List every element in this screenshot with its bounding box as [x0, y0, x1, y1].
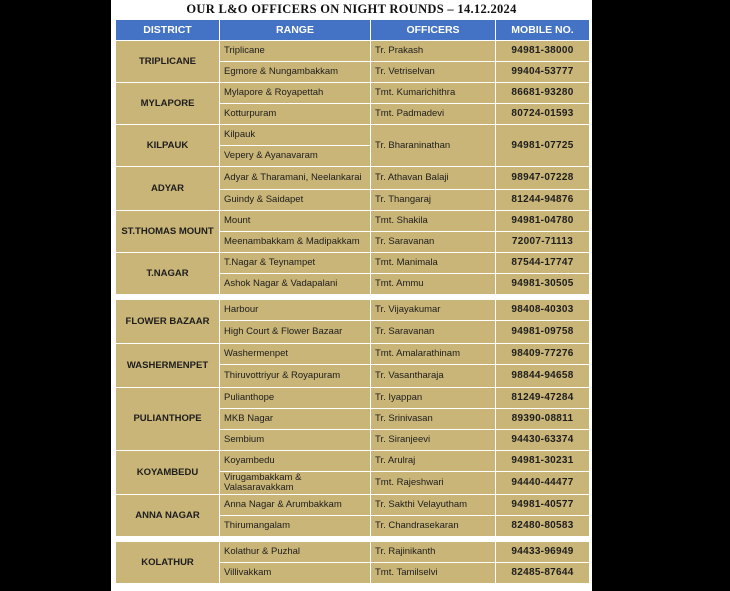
officer-cell: Tmt. Amalarathinam — [371, 344, 496, 365]
officer-cell: Tmt. Manimala — [371, 253, 496, 274]
table-row — [116, 83, 590, 104]
table-row — [116, 211, 590, 232]
table-row — [116, 300, 590, 321]
mobile-cell: 94433-96949 — [496, 542, 590, 563]
range-cell: Thirumangalam — [220, 516, 371, 537]
mobile-cell: 80724-01593 — [496, 104, 590, 125]
header-mobile: MOBILE NO. — [496, 20, 590, 41]
officer-cell: Tr. Rajinikanth — [371, 542, 496, 563]
officer-cell: Tmt. Kumarichithra — [371, 83, 496, 104]
mobile-cell: 94981-30231 — [496, 451, 590, 472]
range-cell: Washermenpet — [220, 344, 371, 365]
range-cell: Triplicane — [220, 41, 371, 62]
range-cell: High Court & Flower Bazaar — [220, 321, 371, 344]
district-cell: KOYAMBEDU — [116, 451, 220, 495]
district-cell: PULIANTHOPE — [116, 388, 220, 451]
district-cell: KOLATHUR — [116, 542, 220, 584]
range-cell: Adyar & Tharamani, Neelankarai — [220, 167, 371, 190]
table-row — [116, 344, 590, 365]
range-cell: Anna Nagar & Arumbakkam — [220, 495, 371, 516]
table-row — [116, 125, 590, 146]
mobile-cell: 94981-38000 — [496, 41, 590, 62]
mobile-cell: 87544-17747 — [496, 253, 590, 274]
district-cell: T.NAGAR — [116, 253, 220, 295]
range-cell: Egmore & Nungambakkam — [220, 62, 371, 83]
table-row — [116, 451, 590, 472]
range-cell: Kilpauk — [220, 125, 371, 146]
range-cell: MKB Nagar — [220, 409, 371, 430]
mobile-cell: 94981-04780 — [496, 211, 590, 232]
officer-cell: Tr. Saravanan — [371, 321, 496, 344]
range-cell: T.Nagar & Teynampet — [220, 253, 371, 274]
officer-cell: Tmt. Ammu — [371, 274, 496, 295]
range-cell: Sembium — [220, 430, 371, 451]
district-cell: ADYAR — [116, 167, 220, 211]
range-cell: Villivakkam — [220, 563, 371, 584]
mobile-cell: 98409-77276 — [496, 344, 590, 365]
officer-cell: Tmt. Padmadevi — [371, 104, 496, 125]
header-officers: OFFICERS — [371, 20, 496, 41]
officer-cell: Tmt. Tamilselvi — [371, 563, 496, 584]
table-row — [116, 167, 590, 190]
range-cell: Mylapore & Royapettah — [220, 83, 371, 104]
range-cell: Meenambakkam & Madipakkam — [220, 232, 371, 253]
range-cell: Kotturpuram — [220, 104, 371, 125]
officer-cell: Tr. Bharaninathan — [371, 125, 496, 167]
officer-cell: Tr. Sakthi Velayutham — [371, 495, 496, 516]
mobile-cell: 94981-07725 — [496, 125, 590, 167]
district-cell: ST.THOMAS MOUNT — [116, 211, 220, 253]
range-cell: Ashok Nagar & Vadapalani — [220, 274, 371, 295]
table-row — [116, 41, 590, 62]
officer-cell: Tr. Saravanan — [371, 232, 496, 253]
table-row — [116, 495, 590, 516]
officer-cell: Tmt. Rajeshwari — [371, 472, 496, 495]
mobile-cell: 82485-87644 — [496, 563, 590, 584]
district-cell: FLOWER BAZAAR — [116, 300, 220, 344]
district-cell: KILPAUK — [116, 125, 220, 167]
table-row — [116, 388, 590, 409]
table-row — [116, 542, 590, 563]
district-cell: TRIPLICANE — [116, 41, 220, 83]
officers-table — [115, 19, 590, 584]
mobile-cell: 81244-94876 — [496, 190, 590, 211]
mobile-cell: 86681-93280 — [496, 83, 590, 104]
mobile-cell: 81249-47284 — [496, 388, 590, 409]
mobile-cell: 72007-71113 — [496, 232, 590, 253]
officer-cell: Tr. Chandrasekaran — [371, 516, 496, 537]
officer-cell: Tr. Arulraj — [371, 451, 496, 472]
mobile-cell: 98844-94658 — [496, 365, 590, 388]
mobile-cell: 94981-09758 — [496, 321, 590, 344]
range-cell: Thiruvottriyur & Royapuram — [220, 365, 371, 388]
range-cell: Harbour — [220, 300, 371, 321]
header-district: DISTRICT — [116, 20, 220, 41]
mobile-cell: 99404-53777 — [496, 62, 590, 83]
mobile-cell: 94981-30505 — [496, 274, 590, 295]
district-cell: MYLAPORE — [116, 83, 220, 125]
officer-cell: Tr. Athavan Balaji — [371, 167, 496, 190]
range-cell: Pulianthope — [220, 388, 371, 409]
header-range: RANGE — [220, 20, 371, 41]
range-cell: Virugambakkam & Valasaravakkam — [220, 472, 371, 495]
officer-cell: Tr. Vetriselvan — [371, 62, 496, 83]
range-cell: Koyambedu — [220, 451, 371, 472]
mobile-cell: 94440-44477 — [496, 472, 590, 495]
officer-cell: Tr. Vijayakumar — [371, 300, 496, 321]
mobile-cell: 98947-07228 — [496, 167, 590, 190]
mobile-cell: 89390-08811 — [496, 409, 590, 430]
table-row — [116, 253, 590, 274]
page-title: OUR L&O OFFICERS ON NIGHT ROUNDS – 14.12.2024 — [186, 2, 517, 16]
officer-cell: Tr. Thangaraj — [371, 190, 496, 211]
officer-cell: Tr. Vasantharaja — [371, 365, 496, 388]
document-page — [111, 0, 592, 591]
district-cell: ANNA NAGAR — [116, 495, 220, 537]
mobile-cell: 98408-40303 — [496, 300, 590, 321]
officer-cell: Tr. Siranjeevi — [371, 430, 496, 451]
officer-cell: Tr. Prakash — [371, 41, 496, 62]
range-cell: Vepery & Ayanavaram — [220, 146, 371, 167]
officer-cell: Tr. Srinivasan — [371, 409, 496, 430]
mobile-cell: 94981-40577 — [496, 495, 590, 516]
officer-cell: Tr. Iyappan — [371, 388, 496, 409]
range-cell: Guindy & Saidapet — [220, 190, 371, 211]
mobile-cell: 82480-80583 — [496, 516, 590, 537]
district-cell: WASHERMENPET — [116, 344, 220, 388]
mobile-cell: 94430-63374 — [496, 430, 590, 451]
officer-cell: Tmt. Shakila — [371, 211, 496, 232]
range-cell: Kolathur & Puzhal — [220, 542, 371, 563]
header-row — [116, 20, 590, 41]
range-cell: Mount — [220, 211, 371, 232]
